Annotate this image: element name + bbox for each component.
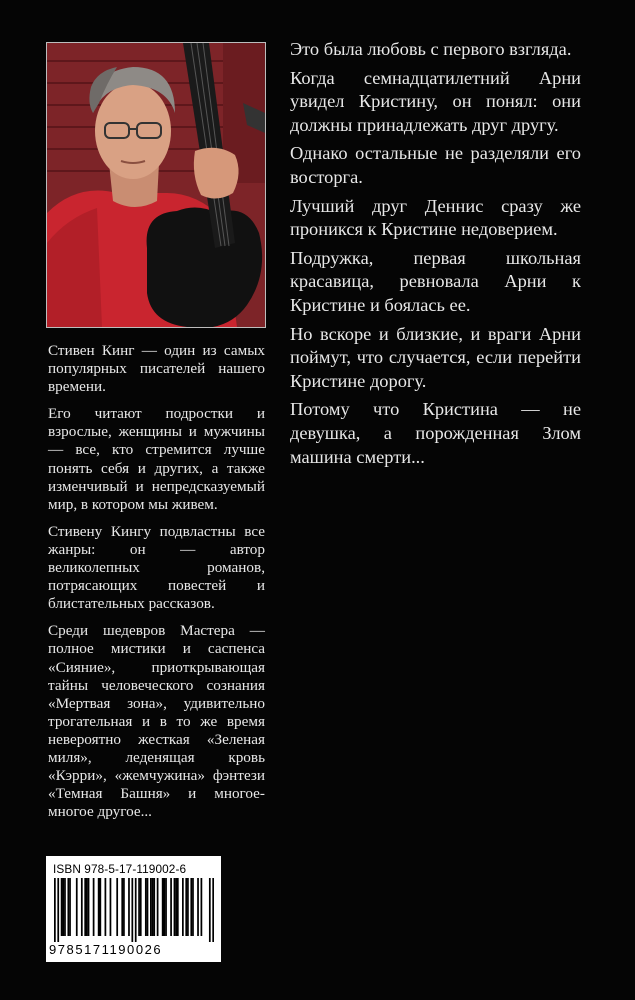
author-portrait-image [47, 43, 265, 327]
isbn-label: ISBN 978-5-17-119002-6 [53, 862, 187, 876]
barcode-bar [138, 878, 140, 936]
barcode-bar [152, 878, 154, 936]
barcode-bar [67, 878, 69, 936]
barcode-bar [54, 878, 56, 942]
barcode-bar [192, 878, 194, 936]
barcode-bar [145, 878, 147, 936]
barcode-bar [150, 878, 152, 936]
blurb-paragraph: Подружка, первая школьная красавица, ревновала Арни к Кристине и боялась ее. [290, 247, 581, 315]
barcode-bar [61, 878, 63, 936]
barcode-bar [197, 878, 199, 936]
barcode-bar [209, 878, 211, 942]
book-blurb [290, 38, 581, 474]
barcode-bar [123, 878, 125, 936]
barcode-bar [84, 878, 86, 936]
blurb-paragraph: Но вскоре и близкие, и враги Арни поймут, что случается, если перейти Кристине дорогу. [290, 323, 581, 391]
barcode-bar [135, 878, 137, 942]
barcode-panel [46, 856, 221, 962]
barcode-bar [93, 878, 95, 936]
barcode-bar [105, 878, 107, 936]
barcode-bar [128, 878, 130, 936]
barcode-bar [177, 878, 179, 936]
barcode-bar [147, 878, 149, 936]
barcode-bar [99, 878, 101, 936]
blurb-paragraph: Однако остальные не разделяли его восторга. [290, 143, 581, 187]
barcode-bar [175, 878, 177, 936]
barcode-bar [170, 878, 172, 936]
barcode-bar [162, 878, 164, 936]
blurb-paragraph: Это была любовь с первого взгляда. [290, 39, 572, 59]
bio-paragraph: Стивен Кинг — один из самых популярных писателей нашего времени. [48, 342, 265, 396]
barcode-bar [182, 878, 184, 936]
barcode-bar [88, 878, 90, 936]
barcode-bar [190, 878, 192, 936]
blurb-paragraph: Потому что Кристина — не девушка, а порожденная Злом машина смерти... [290, 399, 581, 467]
barcode-bar [212, 878, 214, 942]
barcode-bar [185, 878, 187, 936]
barcode-bar [86, 878, 88, 936]
barcode-bar [201, 878, 203, 936]
barcode-bars [54, 878, 214, 942]
barcode-bar [57, 878, 59, 942]
barcode-bar [69, 878, 71, 936]
barcode-bar [62, 878, 64, 936]
barcode-bar [64, 878, 66, 936]
author-photo [46, 42, 266, 328]
barcode-bar [81, 878, 83, 936]
barcode-bar [98, 878, 100, 936]
blurb-paragraph: Лучший друг Деннис сразу же проникся к Кристине недоверием. [290, 195, 581, 240]
barcode-bar [187, 878, 189, 936]
barcode-bar [165, 878, 167, 936]
bio-paragraph: Стивену Кингу подвластны все жанры: он — автор великолепных романов, потрясающих повестей и блистательных рассказов. [48, 522, 265, 613]
barcode-bar [174, 878, 176, 936]
barcode-bar [110, 878, 112, 936]
blurb-paragraph: Когда семнадцатилетний Арни увидел Кристину, он понял: они должны принадлежать друг другу. [290, 67, 581, 135]
barcode-bar [131, 878, 133, 942]
barcode-bar [76, 878, 78, 936]
barcode-bar [140, 878, 142, 936]
barcode-bar [121, 878, 123, 936]
barcode-bar [163, 878, 165, 936]
barcode-bar [153, 878, 155, 936]
bio-paragraph: Среди шедевров Мастера — полное мистики и саспенса «Сияние», приоткрывающая тайны человеческого сознания «Мертвая зона», удивительно трогательная и в то же время невероятно жесткая «Зеленая миля», леденящая кровь «Кэрри», «жемчужина» фэнтези «Темная Башня» и многое-многое другое... [48, 622, 265, 821]
barcode-bar [157, 878, 159, 936]
bio-paragraph: Его читают подростки и взрослые, женщины и мужчины — все, кто стремится лучше понять себя и других, а также изменчивый и непредсказуемый мир, в котором мы живем. [48, 405, 265, 513]
barcode-bar [116, 878, 118, 936]
ean-digits: 9785171190026 [49, 942, 163, 957]
author-bio [48, 342, 265, 830]
